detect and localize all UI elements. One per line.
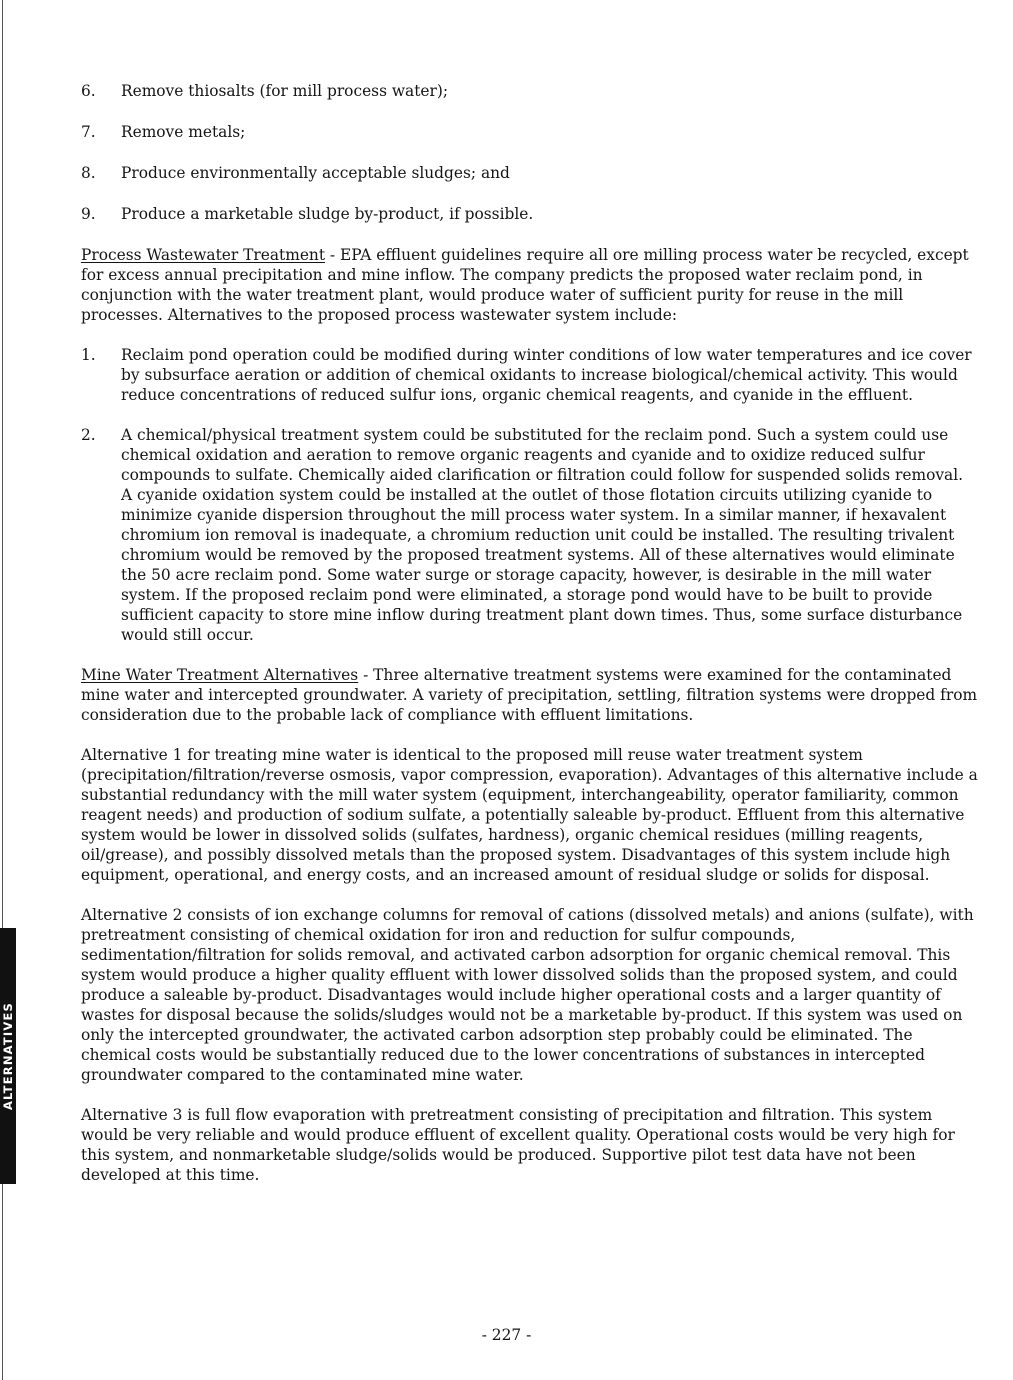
list-item [81, 122, 979, 142]
list-item-number: 9. [81, 205, 96, 223]
list-item-text: A chemical/physical treatment system could be substituted for the reclaim pond. Such a system could use chemical oxidation and aeration to remove organic reagents and cyanide and to oxidize reduced sulfur compounds to sulfate. Chemically aided clarification or filtration could follow for suspended solids removal. A cyanide oxidation system could be installed at the outlet of those flotation circuits utilizing cyanide to minimize cyanide dispersion throughout the mill process water system. In a similar manner, if hexavalent chromium ion removal is inadequate, a chromium reduction unit could be installed. The resulting trivalent chromium would be removed by the proposed treatment systems. All of these alternatives would eliminate the 50 acre reclaim pond. Some water surge or storage capacity, however, is desirable in the mill water system. If the proposed reclaim pond were eliminated, a storage pond would have to be built to provide sufficient capacity to store mine inflow during treatment plant down times. Thus, some surface disturbance would still occur. [121, 426, 964, 644]
side-tab-label: ALTERNATIVES [1, 1001, 15, 1111]
list-item [81, 345, 979, 405]
list-item [81, 81, 979, 101]
alternative-2-paragraph: Alternative 2 consists of ion exchange columns for removal of cations (dissolved metals) and anions (sulfate), with pretreatment consisting of chemical oxidation for iron and reduction for sulfur compounds, sedimentation/filtration for solids removal, and activated carbon adsorption for organic chemical removal. This system would produce a higher quality effluent with lower dissolved solids than the proposed system, and could produce a saleable by-product. Disadvantages would include higher operational costs and a larger quantity of wastes for disposal because the solids/sludges would not be a marketable by-product. If this system was used on only the intercepted groundwater, the activated carbon adsorption step probably could be eliminated. The chemical costs would be substantially reduced due to the lower concentrations of substances in intercepted groundwater compared to the contaminated mine water. [81, 906, 974, 1084]
list-item-text: Produce environmentally acceptable sludges; and [121, 164, 510, 182]
list-item-text: Reclaim pond operation could be modified during winter conditions of low water temperatures and ice cover by subsurface aeration or addition of chemical oxidants to increase biological/chemical activity. This would reduce concentrations of reduced sulfur ions, organic chemical reagents, and cyanide in the effluent. [121, 346, 972, 404]
process-wastewater-paragraph [81, 245, 979, 325]
mine-water-paragraph [81, 665, 979, 725]
list-item-number: 6. [81, 82, 96, 100]
list-item [81, 425, 979, 645]
list-item [81, 163, 979, 183]
body-text [81, 81, 979, 1205]
page-number: - 227 - [481, 1326, 532, 1344]
process-wastewater-text: - EPA effluent guidelines require all ore milling process water be recycled, except for excess annual precipitation and mine inflow. The company predicts the proposed water reclaim pond, in conjunction with the water treatment plant, would produce water of sufficient purity for reuse in the mill processes. Alternatives to the proposed process wastewater system include: [81, 246, 969, 324]
mine-water-heading: Mine Water Treatment Alternatives [81, 666, 359, 684]
list-item-text: Produce a marketable sludge by-product, if possible. [121, 205, 534, 223]
list-item-number: 2. [81, 426, 96, 444]
list-item-text: Remove metals; [121, 123, 246, 141]
list-item-number: 8. [81, 164, 96, 182]
list-item-number: 1. [81, 346, 96, 364]
process-wastewater-heading: Process Wastewater Treatment [81, 246, 326, 264]
list-item-number: 7. [81, 123, 96, 141]
list-item-text: Remove thiosalts (for mill process water); [121, 82, 449, 100]
alternative-1-paragraph: Alternative 1 for treating mine water is identical to the proposed mill reuse water treatment system (precipitation/filtration/reverse osmosis, vapor compression, evaporation). Advantages of this alternative include a substantial redundancy with the mill water system (equipment, interchangeability, operator familiarity, common reagent needs) and production of sodium sulfate, a potentially saleable by-product. Effluent from this alternative system would be lower in dissolved solids (sulfates, hardness), organic chemical residues (milling reagents, oil/grease), and possibly dissolved metals than the proposed system. Disadvantages of this system include high equipment, operational, and energy costs, and an increased amount of residual sludge or solids for disposal. [81, 746, 978, 884]
alternative-3-paragraph: Alternative 3 is full flow evaporation with pretreatment consisting of precipitation and filtration. This system would be very reliable and would produce effluent of excellent quality. Operational costs would be very high for this system, and nonmarketable sludge/solids would be produced. Supportive pilot test data have not been developed at this time. [81, 1106, 955, 1184]
mine-water-text: - Three alternative treatment systems were examined for the contaminated mine water and intercepted groundwater. A variety of precipitation, settling, filtration systems were dropped from consideration due to the probable lack of compliance with effluent limitations. [81, 666, 978, 724]
list-item [81, 204, 979, 224]
